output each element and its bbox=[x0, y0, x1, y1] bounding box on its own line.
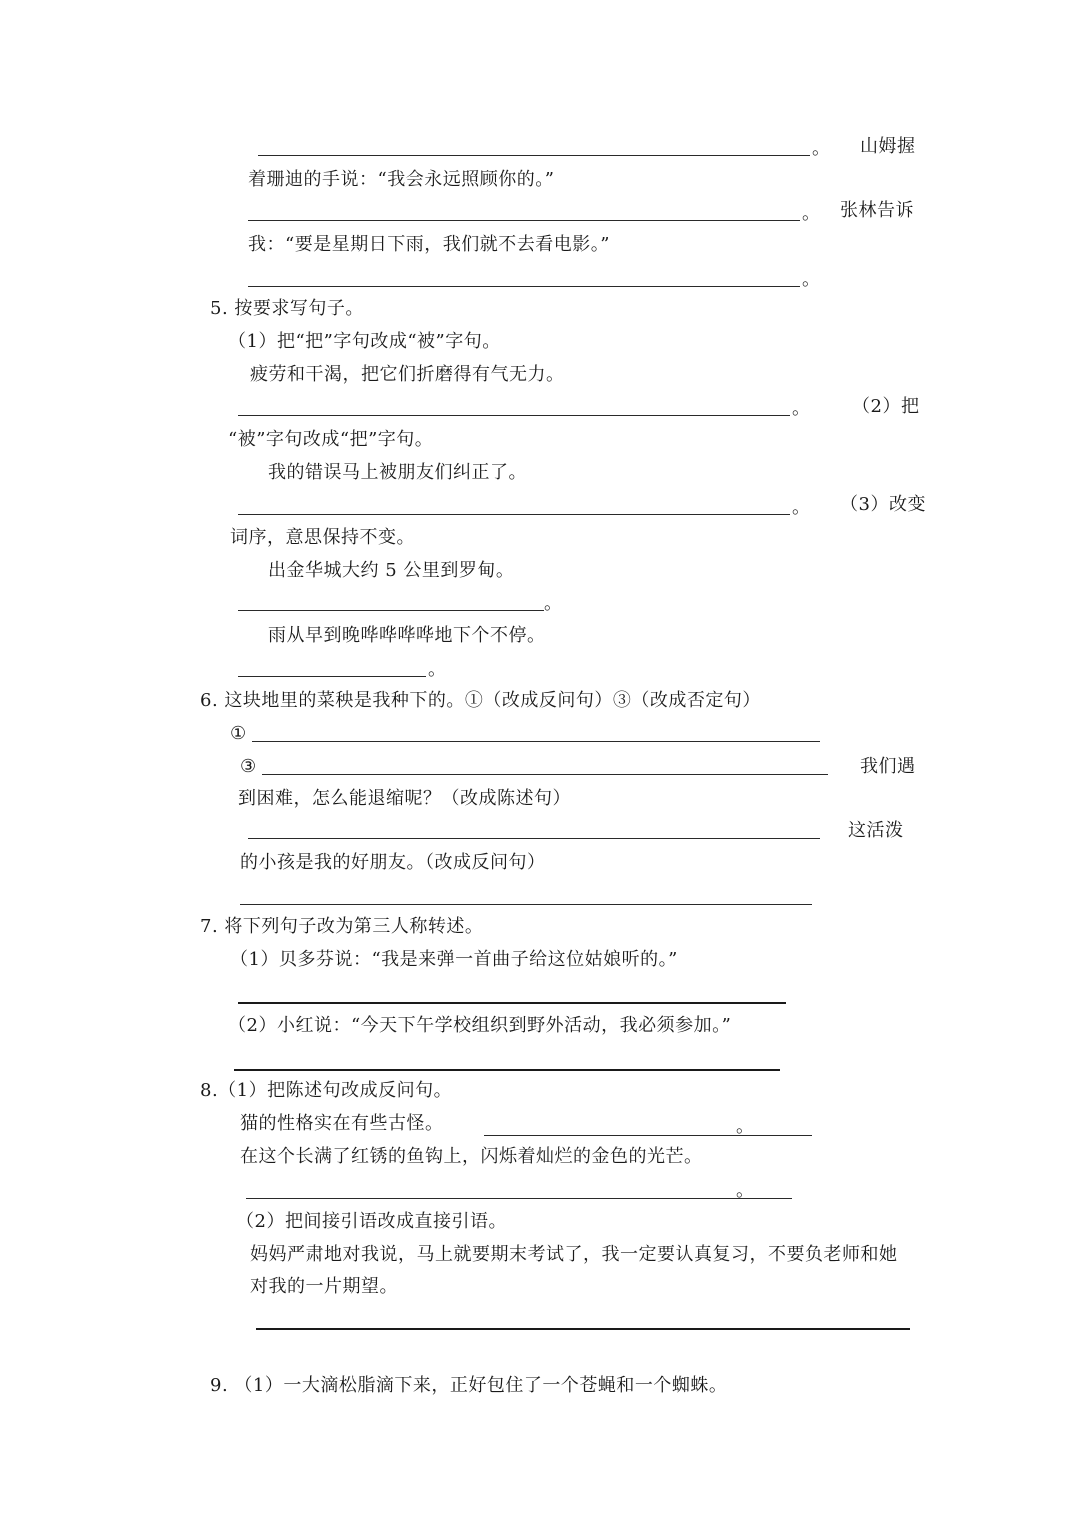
sentence-text: 我：“要是星期日下雨，我们就不去看电影。” bbox=[248, 234, 610, 255]
part-label: （2）把间接引语改成直接引语。 bbox=[236, 1211, 507, 1232]
sentence-text: 在这个长满了红锈的鱼钩上，闪烁着灿烂的金色的光芒。 bbox=[240, 1146, 703, 1167]
answer-mark: ① bbox=[230, 723, 247, 744]
part-label: （2）小红说：“今天下午学校组织到野外活动，我必须参加。” bbox=[228, 1015, 732, 1036]
question-title: 7. 将下列句子改为第三人称转述。 bbox=[200, 916, 484, 937]
part-label: （1）把“把”字句改成“被”字句。 bbox=[228, 331, 501, 352]
question-title: 9. （1）一大滴松脂滴下来，正好包住了一个苍蝇和一个蜘蛛。 bbox=[210, 1375, 728, 1396]
sentence-end: 。 bbox=[736, 1116, 755, 1137]
sentence-text: 出金华城大约 5 公里到罗甸。 bbox=[268, 560, 515, 581]
sentence-text: 雨从早到晚哗哗哗哗地下个不停。 bbox=[268, 625, 546, 646]
sentence-text: 我们遇 bbox=[860, 756, 916, 777]
sentence-end: 。 bbox=[802, 269, 821, 290]
answer-line[interactable] bbox=[238, 1002, 786, 1004]
sentence-text: 我的错误马上被朋友们纠正了。 bbox=[268, 462, 527, 483]
part-label: （3）改变 bbox=[840, 494, 926, 515]
sentence-end: 。 bbox=[792, 398, 811, 419]
sentence-end: 。 bbox=[428, 659, 447, 680]
question-title: 5. 按要求写句子。 bbox=[210, 298, 364, 319]
answer-line[interactable] bbox=[238, 514, 790, 515]
answer-line[interactable] bbox=[262, 774, 828, 775]
answer-line[interactable] bbox=[248, 838, 820, 839]
sentence-text: 山姆握 bbox=[860, 136, 916, 157]
part-label: 词序，意思保持不变。 bbox=[230, 527, 415, 548]
answer-mark: ③ bbox=[240, 756, 257, 777]
sentence-text: 的小孩是我的好朋友。（改成反问句） bbox=[240, 852, 546, 873]
answer-line[interactable] bbox=[238, 610, 544, 611]
question-title: 8.（1）把陈述句改成反问句。 bbox=[200, 1080, 453, 1101]
sentence-text: 到困难，怎么能退缩呢？（改成陈述句） bbox=[238, 788, 571, 809]
answer-line[interactable] bbox=[238, 676, 426, 677]
sentence-text: 妈妈严肃地对我说，马上就要期末考试了，我一定要认真复习，不要负老师和她 bbox=[250, 1244, 898, 1265]
answer-line[interactable] bbox=[258, 155, 810, 156]
sentence-end: 。 bbox=[792, 497, 811, 518]
answer-line[interactable] bbox=[234, 1069, 780, 1071]
part-label: （1）贝多芬说：“我是来弹一首曲子给这位姑娘听的。” bbox=[230, 949, 678, 970]
answer-line[interactable] bbox=[240, 904, 812, 905]
sentence-text: 猫的性格实在有些古怪。 bbox=[240, 1113, 444, 1134]
answer-line[interactable] bbox=[246, 1198, 792, 1199]
part-label: （2）把 bbox=[852, 396, 920, 417]
answer-line[interactable] bbox=[484, 1135, 812, 1136]
sentence-text: 着珊迪的手说：“我会永远照顾你的。” bbox=[248, 169, 555, 190]
answer-line[interactable] bbox=[248, 286, 800, 287]
question-title: 6. 这块地里的菜秧是我种下的。①（改成反问句）③（改成否定句） bbox=[200, 690, 761, 711]
sentence-end: 。 bbox=[812, 138, 831, 159]
sentence-text: 对我的一片期望。 bbox=[250, 1276, 398, 1297]
sentence-text: 疲劳和干渴，把它们折磨得有气无力。 bbox=[250, 364, 565, 385]
answer-line[interactable] bbox=[248, 220, 800, 221]
sentence-end: 。 bbox=[736, 1180, 755, 1201]
sentence-end: 。 bbox=[544, 593, 563, 614]
answer-line[interactable] bbox=[238, 415, 790, 416]
sentence-text: 张林告诉 bbox=[840, 200, 914, 221]
answer-line[interactable] bbox=[256, 1328, 910, 1330]
sentence-end: 。 bbox=[802, 203, 821, 224]
sentence-text: 这活泼 bbox=[848, 820, 904, 841]
answer-line[interactable] bbox=[252, 741, 820, 742]
part-label: “被”字句改成“把”字句。 bbox=[228, 429, 434, 450]
